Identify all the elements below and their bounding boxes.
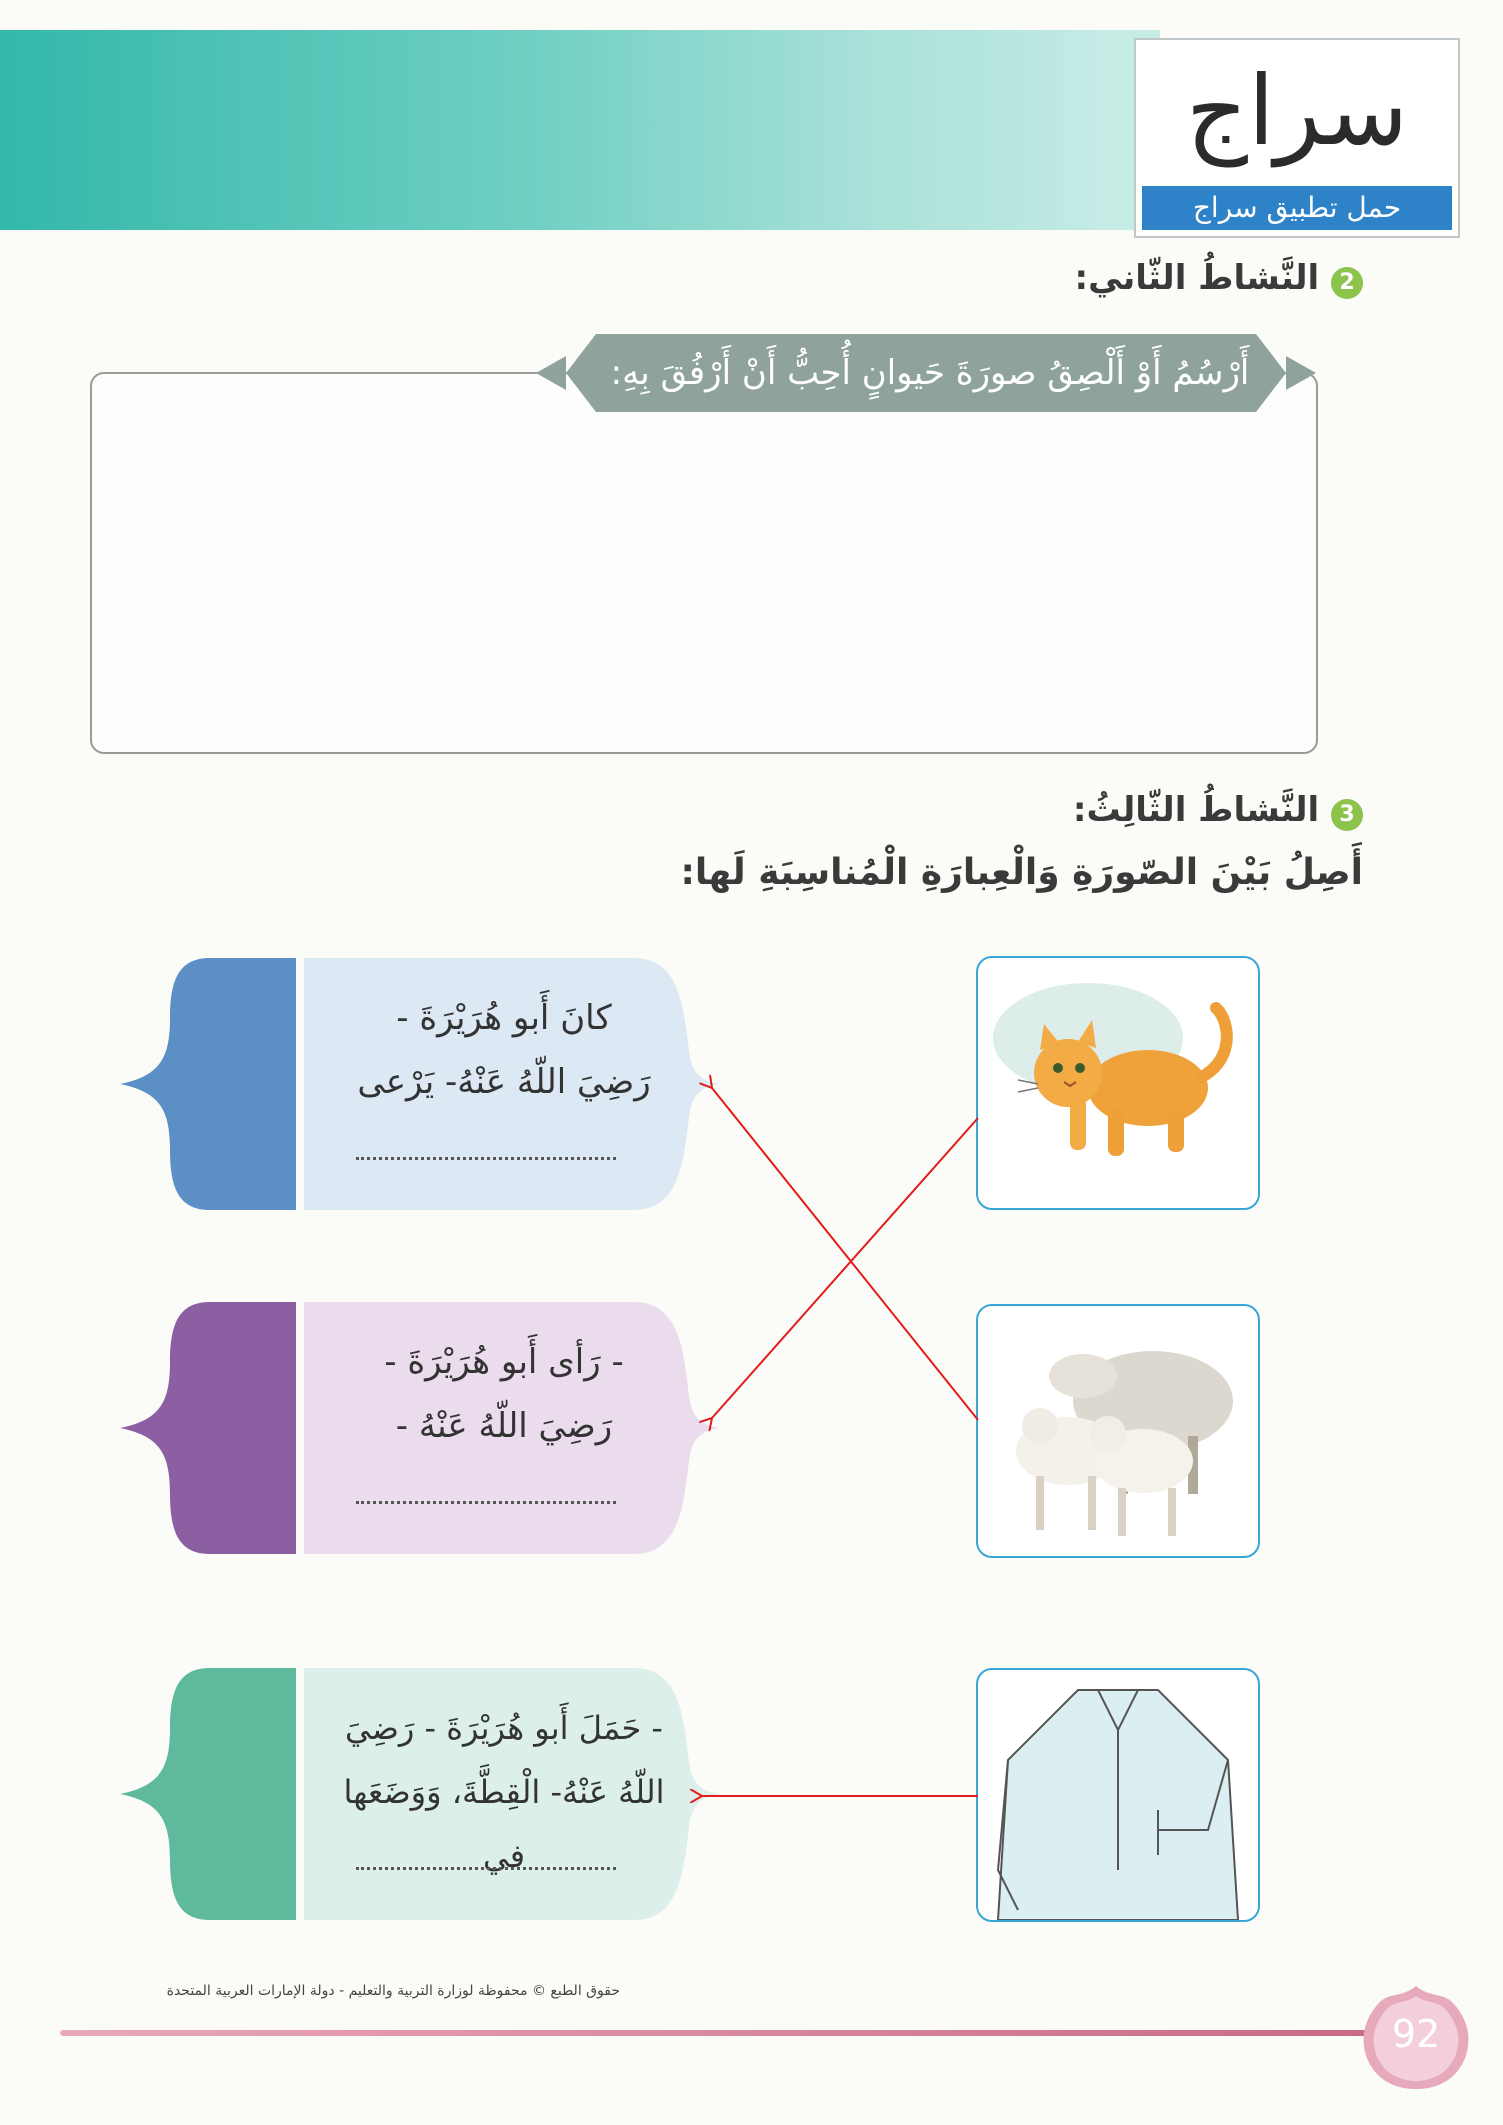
activity-3-instruction: أَصِلُ بَيْنَ الصّورَةِ وَالْعِبارَةِ الْمُناسِبَةِ لَها: [680,852,1363,893]
sentence-2-line-2: رَضِيَ اللّهُ عَنْهُ - [395,1406,613,1446]
logo-download-strip[interactable]: حمل تطبيق سراج [1142,186,1452,230]
activity-2-number-badge: 2 [1331,267,1363,299]
sentence-1-line-1: كانَ أَبو هُرَيْرَةَ - [396,998,612,1038]
sentence-2-line-1: - رَأى أَبو هُرَيْرَةَ - [384,1342,624,1382]
line-cat-to-sentence-2 [712,1118,978,1418]
logo-text: سراج [1185,55,1409,167]
sentence-1-line-2: رَضِيَ اللّهُ عَنْهُ- يَرْعى [357,1062,651,1102]
activity-3-title: النَّشاطُ الثّالِثُ: [1072,790,1320,830]
line-sheep-to-sentence-1 [712,1088,978,1420]
footer-divider [60,2030,1370,2036]
activity-3-number-badge: 3 [1331,799,1363,831]
activity-2-title: النَّشاطُ الثّاني: [1074,258,1320,298]
sentence-3-line-1: - حَمَلَ أَبو هُرَيْرَةَ - رَضِيَ [345,1709,663,1747]
copyright-text: حقوق الطبع © محفوظة لوزارة التربية والتعليم - دولة الإمارات العربية المتحدة [166,1983,620,1999]
page-number: 92 [1391,2012,1441,2056]
activity-2-instruction: أَرْسُمُ أَوْ أَلْصِقُ صورَةَ حَيوانٍ أُحِبُّ أَنْ أَرْفُقَ بِهِ: [610,353,1250,393]
sentence-3-line-2: اللّهُ عَنْهُ- الْقِطَّةَ، وَوَضَعَها في [343,1773,665,1875]
